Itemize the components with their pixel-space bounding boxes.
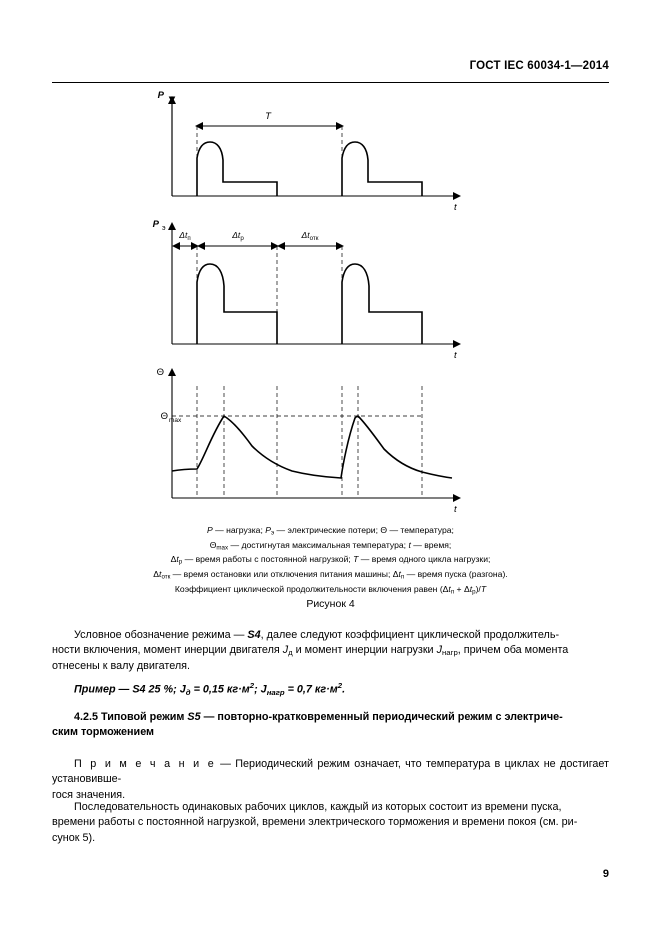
- paragraph-line: [52, 725, 609, 740]
- paragraph-line: [52, 800, 609, 815]
- text-run: нагр: [442, 648, 458, 658]
- text-run: — повторно-кратковременный периодический режим с электриче-: [200, 711, 563, 723]
- paragraph-line: [52, 628, 609, 643]
- svg-text:Θ: Θ: [156, 367, 164, 378]
- paragraph-line: [52, 815, 609, 830]
- svg-text:t: t: [454, 202, 457, 213]
- text-run: .: [342, 683, 346, 696]
- text-run: J: [282, 644, 289, 657]
- figure-caption: Рисунок 4: [306, 598, 355, 610]
- legend-line-5: Коэффициент циклической продолжительности включения равен $(\Delta t_п + \Delta t_р)/T$: [174, 583, 487, 596]
- paragraph-line: [52, 659, 609, 674]
- text-run: отнесены к валу двигателя.: [52, 659, 190, 672]
- text-run: J: [179, 683, 186, 696]
- text-run: д: [185, 687, 191, 697]
- svg-text:Δtп: $\Delta t_п$: [179, 230, 191, 242]
- header-divider: [52, 82, 609, 83]
- paragraph-line: [52, 710, 609, 725]
- text-run: 2: [249, 681, 255, 690]
- text-run: , далее следуют коэффициент циклической продолжитель-: [260, 629, 560, 641]
- text-run: ;: [254, 683, 261, 696]
- svg-text:Δtотк: $\Delta t_{отк}$: [301, 230, 319, 242]
- note-block: [52, 757, 609, 803]
- example-line: [52, 680, 609, 698]
- heading-number: 4.2.5: [74, 711, 99, 723]
- paragraph-s4-designation: [52, 628, 609, 674]
- text-run: S4 25 %;: [132, 683, 180, 696]
- paragraph-s5-description: [52, 800, 609, 846]
- text-run-s5: S5: [187, 711, 201, 723]
- svg-text:max: max: [169, 417, 182, 424]
- text-run: Типовой режим: [98, 711, 188, 723]
- standard-title: ГОСТ IEC 60034-1—2014: [469, 60, 609, 72]
- text-run: J: [260, 683, 267, 696]
- paragraph-line: [52, 680, 609, 698]
- text-run: д: [288, 648, 293, 658]
- text-run-s4: S4: [247, 629, 261, 641]
- text-run: , причем оба момента: [457, 644, 569, 657]
- paragraph-line: [52, 831, 609, 846]
- text-run: сунок 5).: [52, 831, 96, 844]
- legend-line-2: $\Theta_{max}$ — достигнутая максимальная температура; t — время;: [209, 539, 452, 552]
- figure-legend: [52, 524, 609, 597]
- svg-text:t: t: [454, 504, 457, 515]
- legend-line-3: $\Delta t_р$ — время работы с постоянной нагрузкой; T — время одного цикла нагрузки;: [170, 554, 491, 567]
- text-run: Периодический режим означает, что температура в циклах не достигает установивше-: [52, 758, 610, 786]
- svg-text:P: P: [157, 90, 164, 101]
- text-run: Последовательность одинаковых рабочих циклов, каждый из которых состоит из времени пуска,: [74, 801, 562, 813]
- svg-text:T: T: [265, 111, 271, 122]
- svg-text:Δtр: $\Delta t_р$: [232, 230, 244, 242]
- svg-text:э: э: [162, 225, 166, 232]
- text-run: Пример —: [74, 683, 133, 696]
- text-run: 2: [337, 681, 343, 690]
- text-run: времени работы с постоянной нагрузкой, времени электрического торможения и времени покоя (см. ри-: [52, 816, 578, 829]
- section-heading-4-2-5: [52, 710, 609, 741]
- text-run: нагр: [266, 687, 285, 697]
- text-run: гося значения.: [52, 788, 126, 801]
- svg-text:t: t: [454, 350, 457, 361]
- figure-4: [52, 86, 609, 616]
- svg-text:Θ: Θ: [160, 411, 168, 422]
- paragraph-line: [52, 757, 609, 788]
- figure-diagram: [52, 86, 609, 526]
- text-run: = 0,7 кг·м: [284, 683, 338, 696]
- text-run: ским торможением: [52, 726, 155, 739]
- text-run: J: [436, 644, 442, 657]
- svg-text:P: P: [152, 219, 159, 230]
- note-label: П р и м е ч а н и е: [74, 758, 216, 770]
- page-number: 9: [602, 868, 609, 880]
- paragraph-line: [52, 643, 609, 658]
- text-run: ности включения, момент инерции двигателя: [52, 644, 283, 657]
- text-run: Условное обозначение режима —: [74, 629, 248, 641]
- text-run: —: [215, 758, 236, 770]
- text-run: и момент инерции нагрузки: [292, 644, 437, 657]
- text-run: = 0,15 кг·м: [190, 683, 250, 696]
- legend-line-1: P — нагрузка; $P_э$ — электрические потери; Θ — температура;: [207, 525, 454, 537]
- legend-line-4: $\Delta t_{отк}$ — время остановки или отключения питания машины; $\Delta t_п$ — время пуска (разгона).: [153, 569, 508, 581]
